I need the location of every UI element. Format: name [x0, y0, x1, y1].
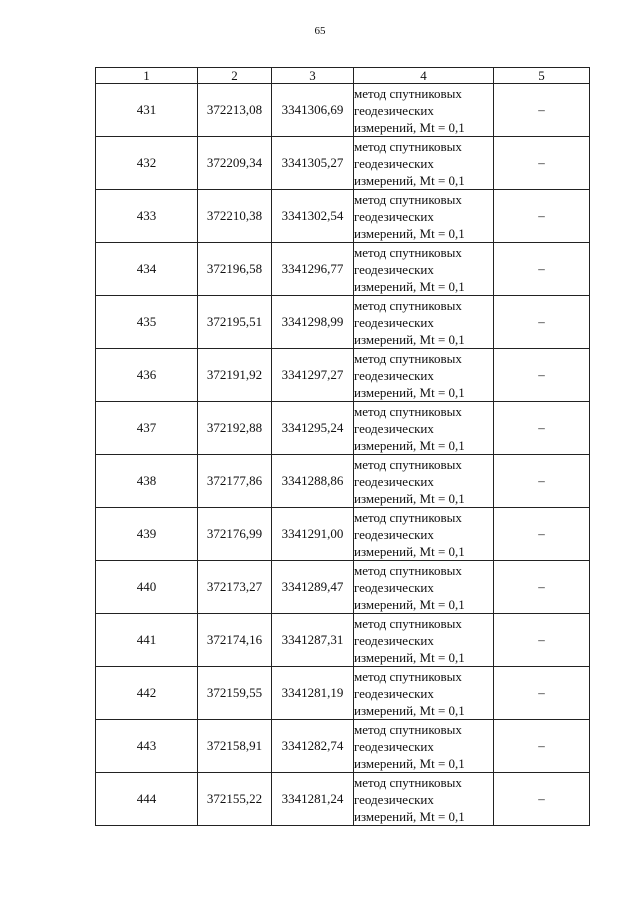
table-row: [96, 773, 590, 826]
method-line-2: геодезических: [354, 791, 434, 807]
column-5-value: –: [494, 667, 590, 720]
method-cell: [354, 614, 494, 667]
method-line-2: геодезических: [354, 526, 434, 542]
table-row: [96, 243, 590, 296]
column-5-value: –: [494, 243, 590, 296]
method-cell: [354, 667, 494, 720]
coordinate-x: 372159,55: [198, 667, 272, 720]
column-5-value: –: [494, 561, 590, 614]
table-row: [96, 720, 590, 773]
column-5-value: –: [494, 402, 590, 455]
table-body: [96, 84, 590, 826]
method-cell: [354, 190, 494, 243]
method-line-3: измерений, Mt = 0,1: [354, 172, 465, 188]
method-cell: [354, 349, 494, 402]
method-line-1: метод спутниковых: [354, 85, 462, 101]
method-cell: [354, 508, 494, 561]
page-number: 65: [314, 25, 326, 37]
method-line-1: метод спутниковых: [354, 562, 462, 578]
method-line-1: метод спутниковых: [354, 191, 462, 207]
point-number: 443: [96, 720, 198, 773]
method-cell: [354, 243, 494, 296]
coordinate-x: 372213,08: [198, 84, 272, 137]
table-row: [96, 667, 590, 720]
coordinate-y: 3341281,19: [272, 667, 354, 720]
method-line-2: геодезических: [354, 685, 434, 701]
coordinate-y: 3341298,99: [272, 296, 354, 349]
coordinate-y: 3341281,24: [272, 773, 354, 826]
coordinates-table: [95, 67, 590, 826]
column-5-value: –: [494, 349, 590, 402]
coordinate-x: 372191,92: [198, 349, 272, 402]
point-number: 439: [96, 508, 198, 561]
table-row: [96, 455, 590, 508]
method-cell: [354, 402, 494, 455]
method-cell: [354, 455, 494, 508]
method-line-3: измерений, Mt = 0,1: [354, 808, 465, 824]
method-line-1: метод спутниковых: [354, 509, 462, 525]
method-line-3: измерений, Mt = 0,1: [354, 331, 465, 347]
column-5-value: –: [494, 84, 590, 137]
point-number: 437: [96, 402, 198, 455]
coordinate-y: 3341295,24: [272, 402, 354, 455]
coordinate-x: 372196,58: [198, 243, 272, 296]
method-line-1: метод спутниковых: [354, 403, 462, 419]
method-line-3: измерений, Mt = 0,1: [354, 225, 465, 241]
point-number: 433: [96, 190, 198, 243]
table-row: [96, 190, 590, 243]
coordinate-y: 3341302,54: [272, 190, 354, 243]
table-row: [96, 137, 590, 190]
point-number: 440: [96, 561, 198, 614]
method-cell: [354, 773, 494, 826]
coordinate-x: 372195,51: [198, 296, 272, 349]
method-line-3: измерений, Mt = 0,1: [354, 702, 465, 718]
method-line-2: геодезических: [354, 261, 434, 277]
point-number: 435: [96, 296, 198, 349]
header-row: [96, 68, 590, 84]
method-line-2: геодезических: [354, 155, 434, 171]
method-line-3: измерений, Mt = 0,1: [354, 119, 465, 135]
method-line-1: метод спутниковых: [354, 615, 462, 631]
coordinate-y: 3341287,31: [272, 614, 354, 667]
column-5-value: –: [494, 190, 590, 243]
coordinate-y: 3341297,27: [272, 349, 354, 402]
method-line-3: измерений, Mt = 0,1: [354, 437, 465, 453]
column-header-2: 2: [198, 68, 272, 84]
method-line-2: геодезических: [354, 208, 434, 224]
method-line-1: метод спутниковых: [354, 244, 462, 260]
method-line-3: измерений, Mt = 0,1: [354, 755, 465, 771]
point-number: 436: [96, 349, 198, 402]
coordinate-x: 372155,22: [198, 773, 272, 826]
method-line-3: измерений, Mt = 0,1: [354, 543, 465, 559]
coordinate-y: 3341289,47: [272, 561, 354, 614]
method-cell: [354, 84, 494, 137]
point-number: 442: [96, 667, 198, 720]
coordinate-y: 3341291,00: [272, 508, 354, 561]
method-line-2: геодезических: [354, 738, 434, 754]
method-line-1: метод спутниковых: [354, 721, 462, 737]
coordinate-x: 372174,16: [198, 614, 272, 667]
method-cell: [354, 137, 494, 190]
method-line-1: метод спутниковых: [354, 350, 462, 366]
point-number: 438: [96, 455, 198, 508]
coordinate-x: 372209,34: [198, 137, 272, 190]
coordinate-x: 372158,91: [198, 720, 272, 773]
table-row: [96, 614, 590, 667]
method-line-1: метод спутниковых: [354, 456, 462, 472]
method-line-1: метод спутниковых: [354, 668, 462, 684]
column-header-1: 1: [96, 68, 198, 84]
table-row: [96, 349, 590, 402]
coordinate-y: 3341288,86: [272, 455, 354, 508]
method-line-2: геодезических: [354, 420, 434, 436]
method-line-3: измерений, Mt = 0,1: [354, 278, 465, 294]
column-5-value: –: [494, 137, 590, 190]
method-line-2: геодезических: [354, 579, 434, 595]
table-row: [96, 296, 590, 349]
method-line-1: метод спутниковых: [354, 138, 462, 154]
method-line-2: геодезических: [354, 632, 434, 648]
point-number: 431: [96, 84, 198, 137]
column-5-value: –: [494, 773, 590, 826]
method-cell: [354, 561, 494, 614]
column-header-3: 3: [272, 68, 354, 84]
column-5-value: –: [494, 614, 590, 667]
coordinate-x: 372210,38: [198, 190, 272, 243]
table-row: [96, 508, 590, 561]
method-line-1: метод спутниковых: [354, 774, 462, 790]
table-header: [96, 68, 590, 84]
column-5-value: –: [494, 508, 590, 561]
coordinate-y: 3341306,69: [272, 84, 354, 137]
point-number: 441: [96, 614, 198, 667]
method-line-3: измерений, Mt = 0,1: [354, 384, 465, 400]
method-cell: [354, 296, 494, 349]
method-line-3: измерений, Mt = 0,1: [354, 596, 465, 612]
table-row: [96, 402, 590, 455]
point-number: 432: [96, 137, 198, 190]
point-number: 434: [96, 243, 198, 296]
method-line-3: измерений, Mt = 0,1: [354, 649, 465, 665]
method-line-2: геодезических: [354, 102, 434, 118]
table-row: [96, 84, 590, 137]
point-number: 444: [96, 773, 198, 826]
coordinate-x: 372177,86: [198, 455, 272, 508]
column-header-5: 5: [494, 68, 590, 84]
coordinate-x: 372173,27: [198, 561, 272, 614]
column-5-value: –: [494, 296, 590, 349]
method-line-2: геодезических: [354, 473, 434, 489]
column-5-value: –: [494, 455, 590, 508]
coordinate-y: 3341296,77: [272, 243, 354, 296]
table-row: [96, 561, 590, 614]
method-line-2: геодезических: [354, 367, 434, 383]
coordinate-x: 372192,88: [198, 402, 272, 455]
column-5-value: –: [494, 720, 590, 773]
coordinate-y: 3341305,27: [272, 137, 354, 190]
column-header-4: 4: [354, 68, 494, 84]
method-line-1: метод спутниковых: [354, 297, 462, 313]
method-line-2: геодезических: [354, 314, 434, 330]
coordinate-y: 3341282,74: [272, 720, 354, 773]
coordinate-x: 372176,99: [198, 508, 272, 561]
method-cell: [354, 720, 494, 773]
method-line-3: измерений, Mt = 0,1: [354, 490, 465, 506]
